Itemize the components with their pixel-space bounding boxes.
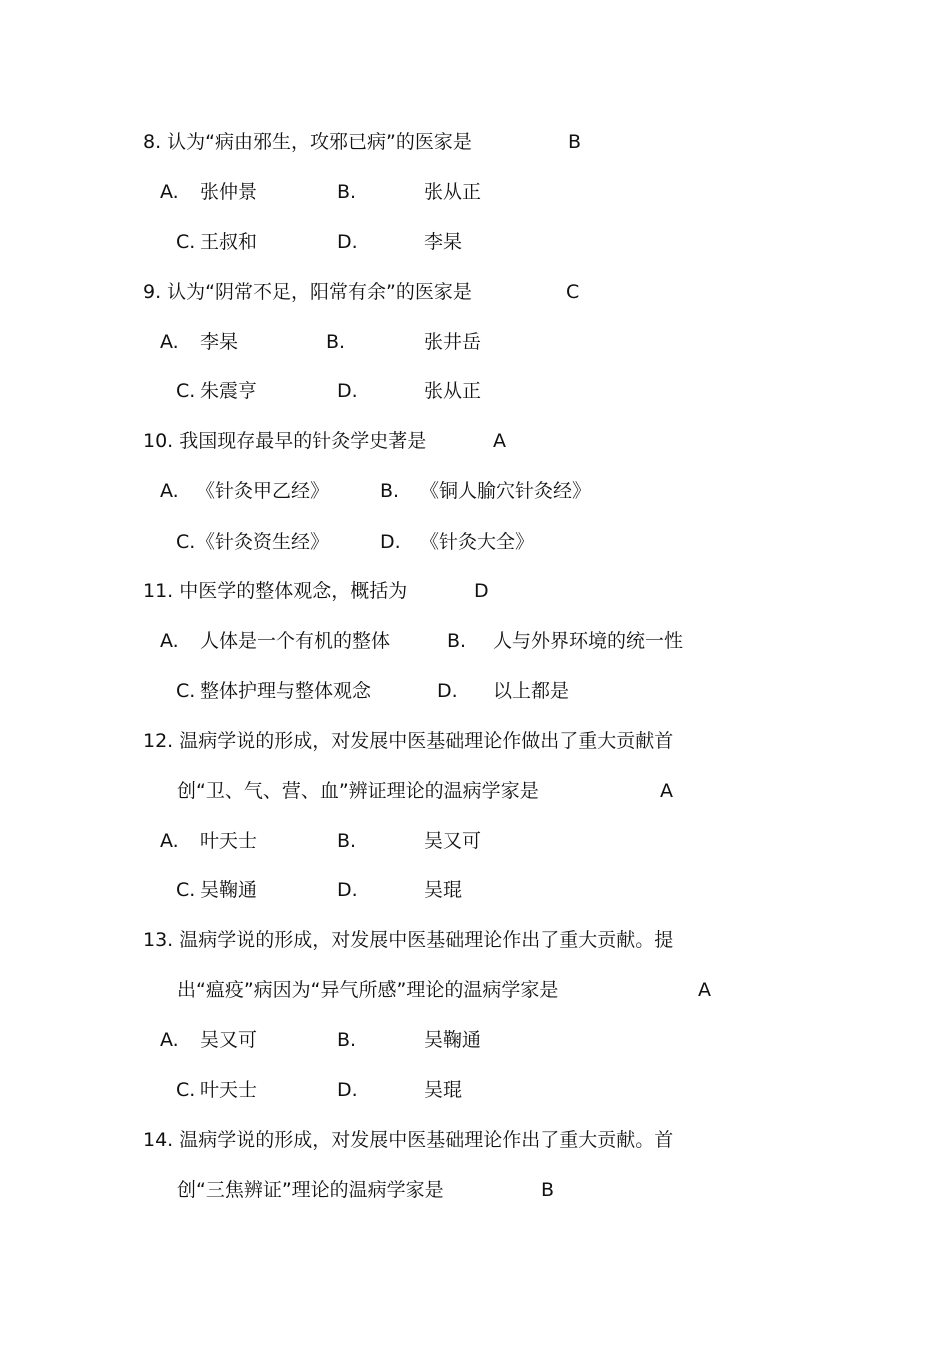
question-9-option-c-text: 朱震亨 — [200, 380, 258, 402]
question-13-option-a-letter: A. — [160, 1029, 179, 1051]
question-8-option-b-letter: B. — [337, 181, 357, 203]
question-8-answer: B — [568, 131, 582, 153]
question-11-option-b-letter: B. — [447, 630, 467, 652]
question-8-option-a-letter: A. — [160, 181, 179, 203]
question-10-option-c-letter: C. — [176, 531, 196, 553]
question-11-option-d-text: 以上都是 — [493, 680, 570, 702]
question-10-stem: 10. 我国现存最早的针灸学史著是 — [143, 430, 427, 452]
question-9-option-b-letter: B. — [326, 331, 346, 353]
question-14-stem-continued: 创“三焦辨证”理论的温病学家是 — [177, 1179, 444, 1201]
question-12-option-d-letter: D. — [337, 879, 358, 901]
question-13-option-b-letter: B. — [337, 1029, 357, 1051]
question-12-option-b-letter: B. — [337, 830, 357, 852]
question-13-option-c-text: 叶天士 — [200, 1079, 258, 1101]
question-14-stem: 14. 温病学说的形成，对发展中医基础理论作出了重大贡献。首 — [143, 1129, 674, 1151]
question-9-option-d-letter: D. — [337, 380, 358, 402]
question-8-option-d-text: 李杲 — [424, 231, 463, 253]
question-10-option-a-letter: A. — [160, 480, 179, 502]
question-9-option-b-text: 张井岳 — [424, 331, 482, 353]
question-14-answer: B — [541, 1179, 555, 1201]
question-13-option-a-text: 吴又可 — [200, 1029, 258, 1051]
question-10-option-c-text: 《针灸资生经》 — [196, 531, 330, 553]
question-10-option-d-letter: D. — [380, 531, 401, 553]
question-13-option-d-letter: D. — [337, 1079, 358, 1101]
question-8-option-a-text: 张仲景 — [200, 181, 258, 203]
question-12-option-c-letter: C. — [176, 879, 196, 901]
question-12-answer: A — [660, 780, 673, 802]
question-12-option-c-text: 吴鞠通 — [200, 879, 258, 901]
question-11-option-a-text: 人体是一个有机的整体 — [200, 630, 391, 652]
question-13-stem-continued: 出“瘟疫”病因为“异气所感”理论的温病学家是 — [177, 979, 559, 1001]
question-9-option-a-text: 李杲 — [200, 331, 239, 353]
question-10-option-b-letter: B. — [380, 480, 400, 502]
question-10-option-a-text: 《针灸甲乙经》 — [196, 480, 330, 502]
question-13-option-d-text: 吴琨 — [424, 1079, 463, 1101]
question-10-option-d-text: 《针灸大全》 — [420, 531, 535, 553]
question-13-option-b-text: 吴鞠通 — [424, 1029, 482, 1051]
question-8-option-c-letter: C. — [176, 231, 196, 253]
question-12-option-a-letter: A. — [160, 830, 179, 852]
question-9-option-d-text: 张从正 — [424, 380, 482, 402]
question-13-stem: 13. 温病学说的形成，对发展中医基础理论作出了重大贡献。提 — [143, 929, 674, 951]
question-12-option-d-text: 吴琨 — [424, 879, 463, 901]
question-10-answer: A — [493, 430, 506, 452]
question-11-stem: 11. 中医学的整体观念，概括为 — [143, 580, 408, 602]
question-11-option-b-text: 人与外界环境的统一性 — [493, 630, 684, 652]
question-10-option-b-text: 《铜人腧穴针灸经》 — [420, 480, 592, 502]
question-11-option-a-letter: A. — [160, 630, 179, 652]
question-8-option-b-text: 张从正 — [424, 181, 482, 203]
question-11-answer: D — [474, 580, 489, 602]
question-12-option-a-text: 叶天士 — [200, 830, 258, 852]
question-8-option-c-text: 王叔和 — [200, 231, 258, 253]
question-11-option-d-letter: D. — [437, 680, 458, 702]
question-9-stem: 9. 认为“阴常不足，阳常有余”的医家是 — [143, 281, 472, 303]
question-11-option-c-text: 整体护理与整体观念 — [200, 680, 372, 702]
question-9-answer: C — [566, 281, 580, 303]
question-8-option-d-letter: D. — [337, 231, 358, 253]
question-9-option-a-letter: A. — [160, 331, 179, 353]
question-9-option-c-letter: C. — [176, 380, 196, 402]
question-11-option-c-letter: C. — [176, 680, 196, 702]
question-8-stem: 8. 认为“病由邪生，攻邪已病”的医家是 — [143, 131, 472, 153]
question-12-stem: 12. 温病学说的形成，对发展中医基础理论作做出了重大贡献首 — [143, 730, 674, 752]
question-12-stem-continued: 创“卫、气、营、血”辨证理论的温病学家是 — [177, 780, 539, 802]
question-12-option-b-text: 吴又可 — [424, 830, 482, 852]
question-13-answer: A — [698, 979, 711, 1001]
question-13-option-c-letter: C. — [176, 1079, 196, 1101]
